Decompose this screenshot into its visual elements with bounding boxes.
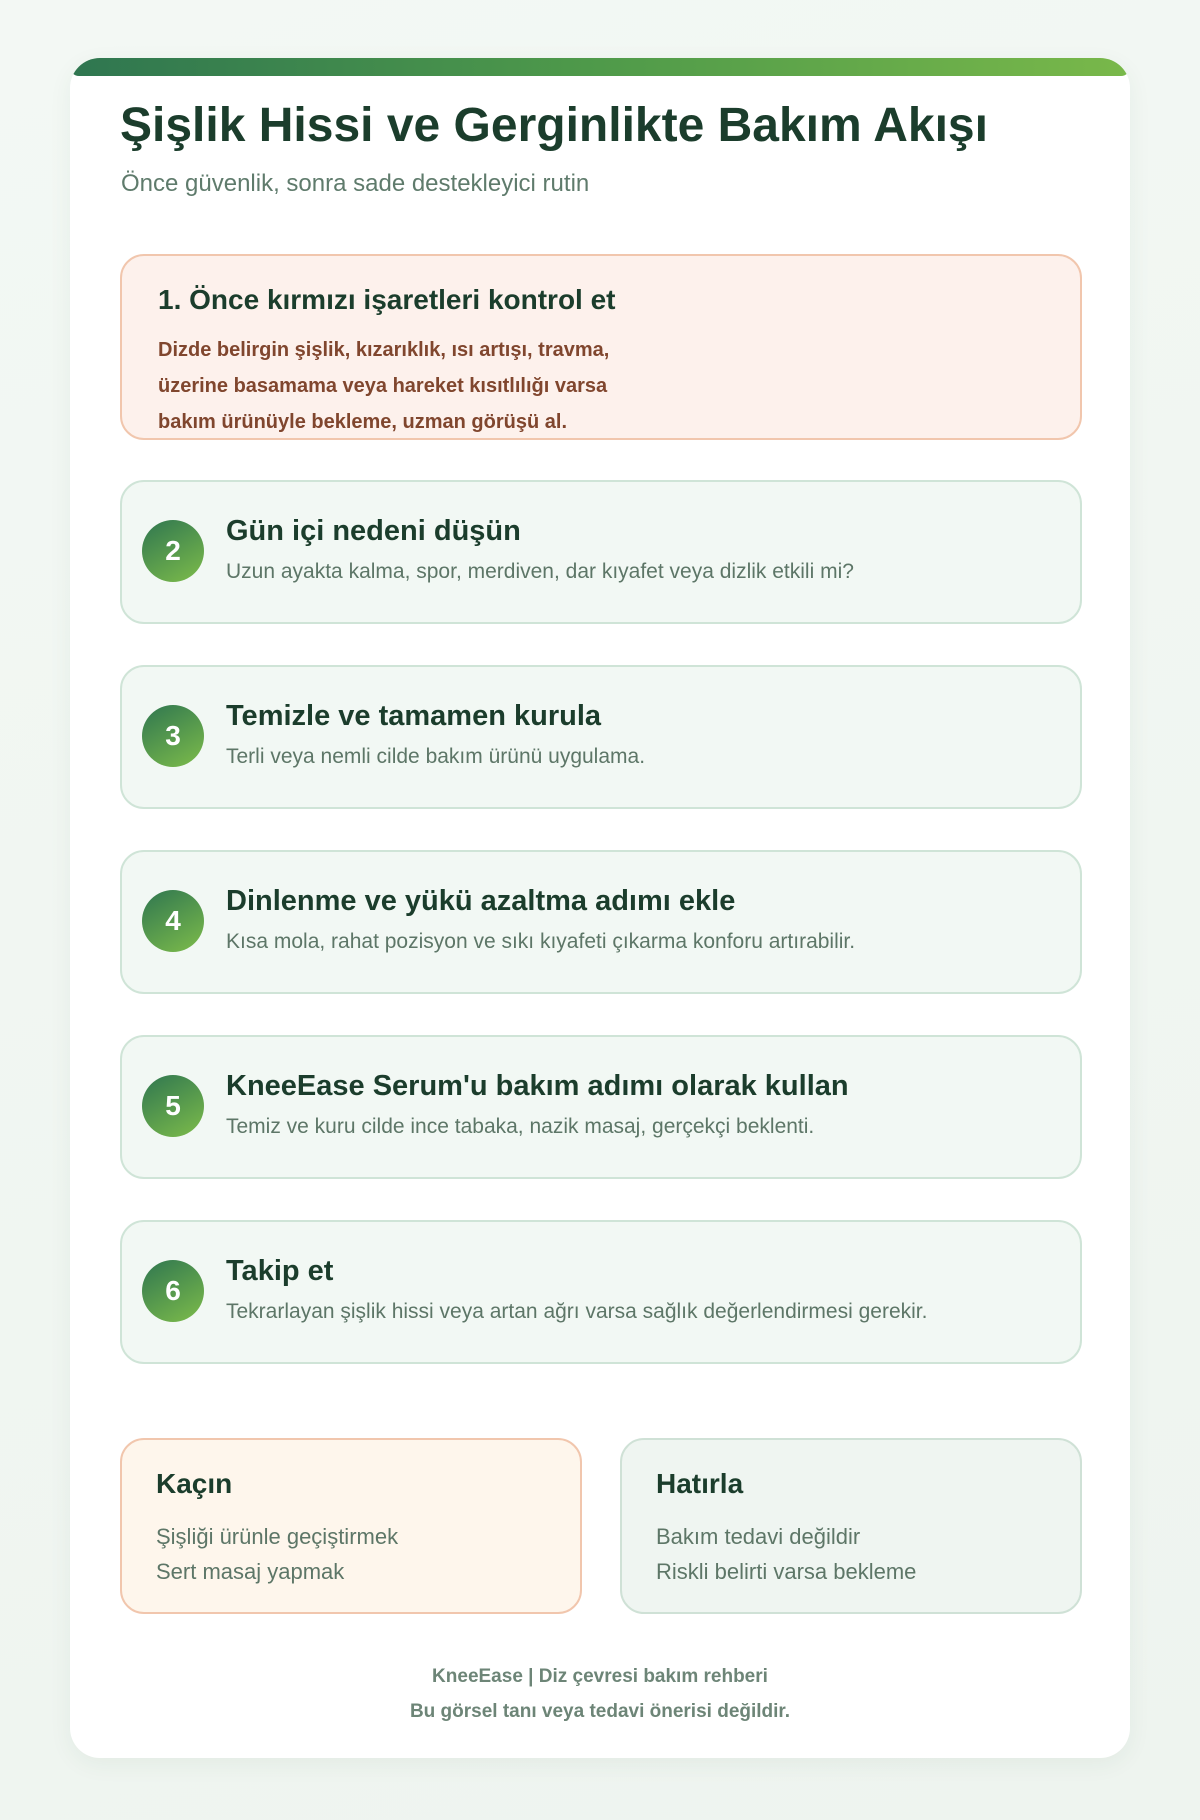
avoid-box <box>120 1438 582 1614</box>
guide-card <box>70 58 1130 1758</box>
footer-disclaimer: Bu görsel tanı veya tedavi önerisi değildir. <box>409 1701 791 1722</box>
avoid-title: Kaçın <box>156 1468 233 1499</box>
step-title: KneeEase Serum'u bakım adımı olarak kullan <box>226 1070 849 1102</box>
step-title: Dinlenme ve yükü azaltma adımı ekle <box>226 885 736 917</box>
page-subtitle: Önce güvenlik, sonra sade destekleyici rutin <box>121 170 590 197</box>
step-description: Kısa mola, rahat pozisyon ve sıkı kıyafeti çıkarma konforu artırabilir. <box>226 930 856 953</box>
page-title: Şişlik Hissi ve Gerginlikte Bakım Akışı <box>120 99 988 152</box>
step-card-3 <box>120 665 1082 809</box>
step-card-2 <box>120 480 1082 624</box>
step-description: Terli veya nemli cilde bakım ürünü uygulama. <box>226 745 646 768</box>
avoid-item: Şişliği ürünle geçiştirmek <box>156 1524 399 1549</box>
step-description: Tekrarlayan şişlik hissi veya artan ağrı varsa sağlık değerlendirmesi gerekir. <box>226 1300 928 1323</box>
step-card-5 <box>120 1035 1082 1179</box>
step-number-badge: 5 <box>142 1075 204 1137</box>
remember-item: Bakım tedavi değildir <box>656 1524 861 1549</box>
red-flags-line: üzerine basamama veya hareket kısıtlılığı varsa <box>158 375 608 397</box>
red-flags-line: Dizde belirgin şişlik, kızarıklık, ısı artışı, travma, <box>158 339 610 361</box>
step-number-badge: 6 <box>142 1260 204 1322</box>
step-title: Gün içi nedeni düşün <box>226 515 521 547</box>
step-number-badge: 3 <box>142 705 204 767</box>
step-card-4 <box>120 850 1082 994</box>
red-flags-box <box>120 254 1082 440</box>
step-title: Temizle ve tamamen kurula <box>226 700 602 732</box>
avoid-item: Sert masaj yapmak <box>156 1559 345 1584</box>
remember-item: Riskli belirti varsa bekleme <box>656 1559 917 1584</box>
remember-box <box>620 1438 1082 1614</box>
step-title: Takip et <box>226 1255 334 1287</box>
step-description: Uzun ayakta kalma, spor, merdiven, dar kıyafet veya dizlik etkili mi? <box>226 560 854 583</box>
step-number-badge: 2 <box>142 520 204 582</box>
step-card-6 <box>120 1220 1082 1364</box>
red-flags-title: 1. Önce kırmızı işaretleri kontrol et <box>158 284 616 315</box>
step-description: Temiz ve kuru cilde ince tabaka, nazik masaj, gerçekçi beklenti. <box>226 1115 815 1138</box>
footer-brand-line: KneeEase | Diz çevresi bakım rehberi <box>432 1666 768 1687</box>
red-flags-line: bakım ürünüyle bekleme, uzman görüşü al. <box>158 411 567 433</box>
red-flags-text <box>158 332 718 440</box>
step-number-badge: 4 <box>142 890 204 952</box>
remember-title: Hatırla <box>656 1468 744 1499</box>
accent-bar <box>70 58 1130 76</box>
